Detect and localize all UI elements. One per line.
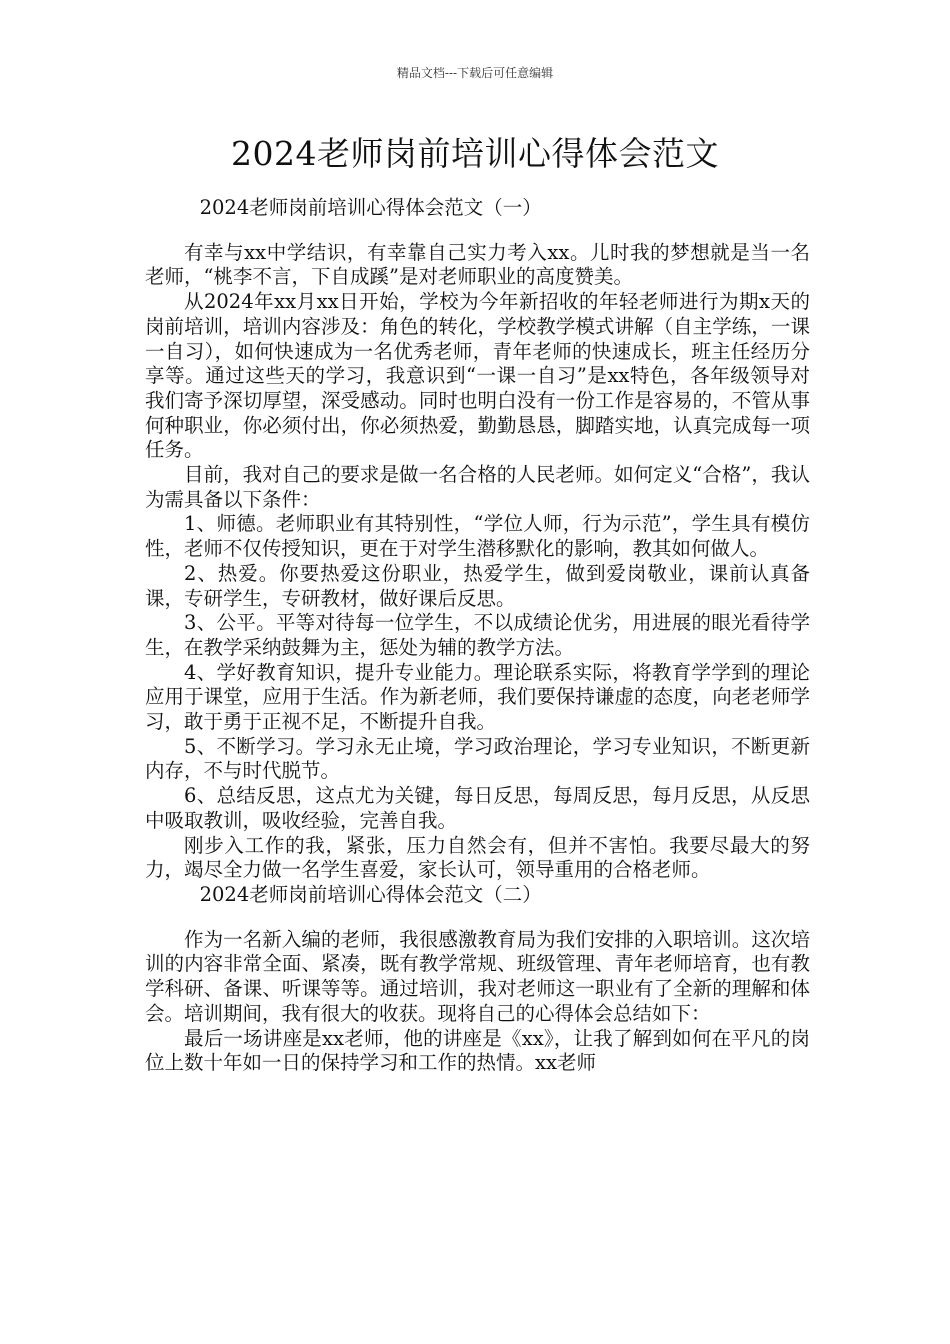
- paragraph: 有幸与xx中学结识，有幸靠自己实力考入xx。儿时我的梦想就是当一名老师，“桃李不言，下自成蹊”是对老师职业的高度赞美。: [145, 240, 810, 289]
- document-body: [145, 196, 810, 1076]
- section-heading-1: 2024老师岗前培训心得体会范文（一）: [199, 196, 542, 219]
- list-item-paragraph: 2、热爱。你要热爱这份职业，热爱学生，做到爱岗敬业，课前认真备课，专研学生，专研教材，做好课后反思。: [145, 561, 810, 610]
- list-item-paragraph: 3、公平。平等对待每一位学生，不以成绩论优劣，用进展的眼光看待学生，在教学采纳鼓舞为主，惩处为辅的教学方法。: [145, 611, 810, 659]
- paragraph: 刚步入工作的我，紧张，压力自然会有，但并不害怕。我要尽最大的努力，竭尽全力做一名学生喜爱，家长认可，领导重用的合格老师。: [145, 833, 810, 882]
- list-item-paragraph: 5、不断学习。学习永无止境，学习政治理论，学习专业知识，不断更新内存，不与时代脱节。: [145, 734, 810, 783]
- list-item-paragraph: 4、学好教育知识，提升专业能力。理论联系实际，将教育学学到的理论应用于课堂，应用于生活。作为新老师，我们要保持谦虚的态度，向老老师学习，敢于勇于正视不足，不断提升自我。: [145, 660, 810, 734]
- paragraph: 最后一场讲座是xx老师，他的讲座是《xx》，让我了解到如何在平凡的岗位上数十年如一日的保持学习和工作的热情。xx老师: [145, 1026, 810, 1075]
- page-title: 2024老师岗前培训心得体会范文: [231, 134, 719, 173]
- paragraph: 目前，我对自己的要求是做一名合格的人民老师。如何定义“合格”，我认为需具备以下条件：: [145, 463, 810, 511]
- list-item-paragraph: 6、总结反思，这点尤为关键，每日反思，每周反思，每月反思，从反思中吸取教训，吸收经验，完善自我。: [145, 784, 810, 832]
- list-item-paragraph: 1、师德。老师职业有其特别性，“学位人师，行为示范”，学生具有模仿性，老师不仅传授知识，更在于对学生潜移默化的影响，教其如何做人。: [145, 512, 810, 561]
- section-heading-2: 2024老师岗前培训心得体会范文（二）: [199, 882, 542, 906]
- page-header: 精品文档---下载后可任意编辑: [396, 66, 554, 80]
- paragraph: 作为一名新入编的老师，我很感激教育局为我们安排的入职培训。这次培训的内容非常全面、紧凑，既有教学常规、班级管理、青年老师培育，也有教学科研、备课、听课等等。通过培训，我对老师这一职业有了全新的理解和体会。培训期间，我有很大的收获。现将自己的心得体会总结如下：: [145, 927, 810, 1025]
- paragraph: 从2024年xx月xx日开始，学校为今年新招收的年轻老师进行为期x天的岗前培训，培训内容涉及：角色的转化，学校教学模式讲解（自主学练，一课一自习），如何快速成为一名优秀老师，青年老师的快速成长，班主任经历分享等。通过这些天的学习，我意识到“一课一自习”是xx特色，各年级领导对我们寄予深切厚望，深受感动。同时也明白没有一份工作是容易的，不管从事何种职业，你必须付出，你必须热爱，勤勤恳恳，脚踏实地，认真完成每一项任务。: [145, 290, 810, 462]
